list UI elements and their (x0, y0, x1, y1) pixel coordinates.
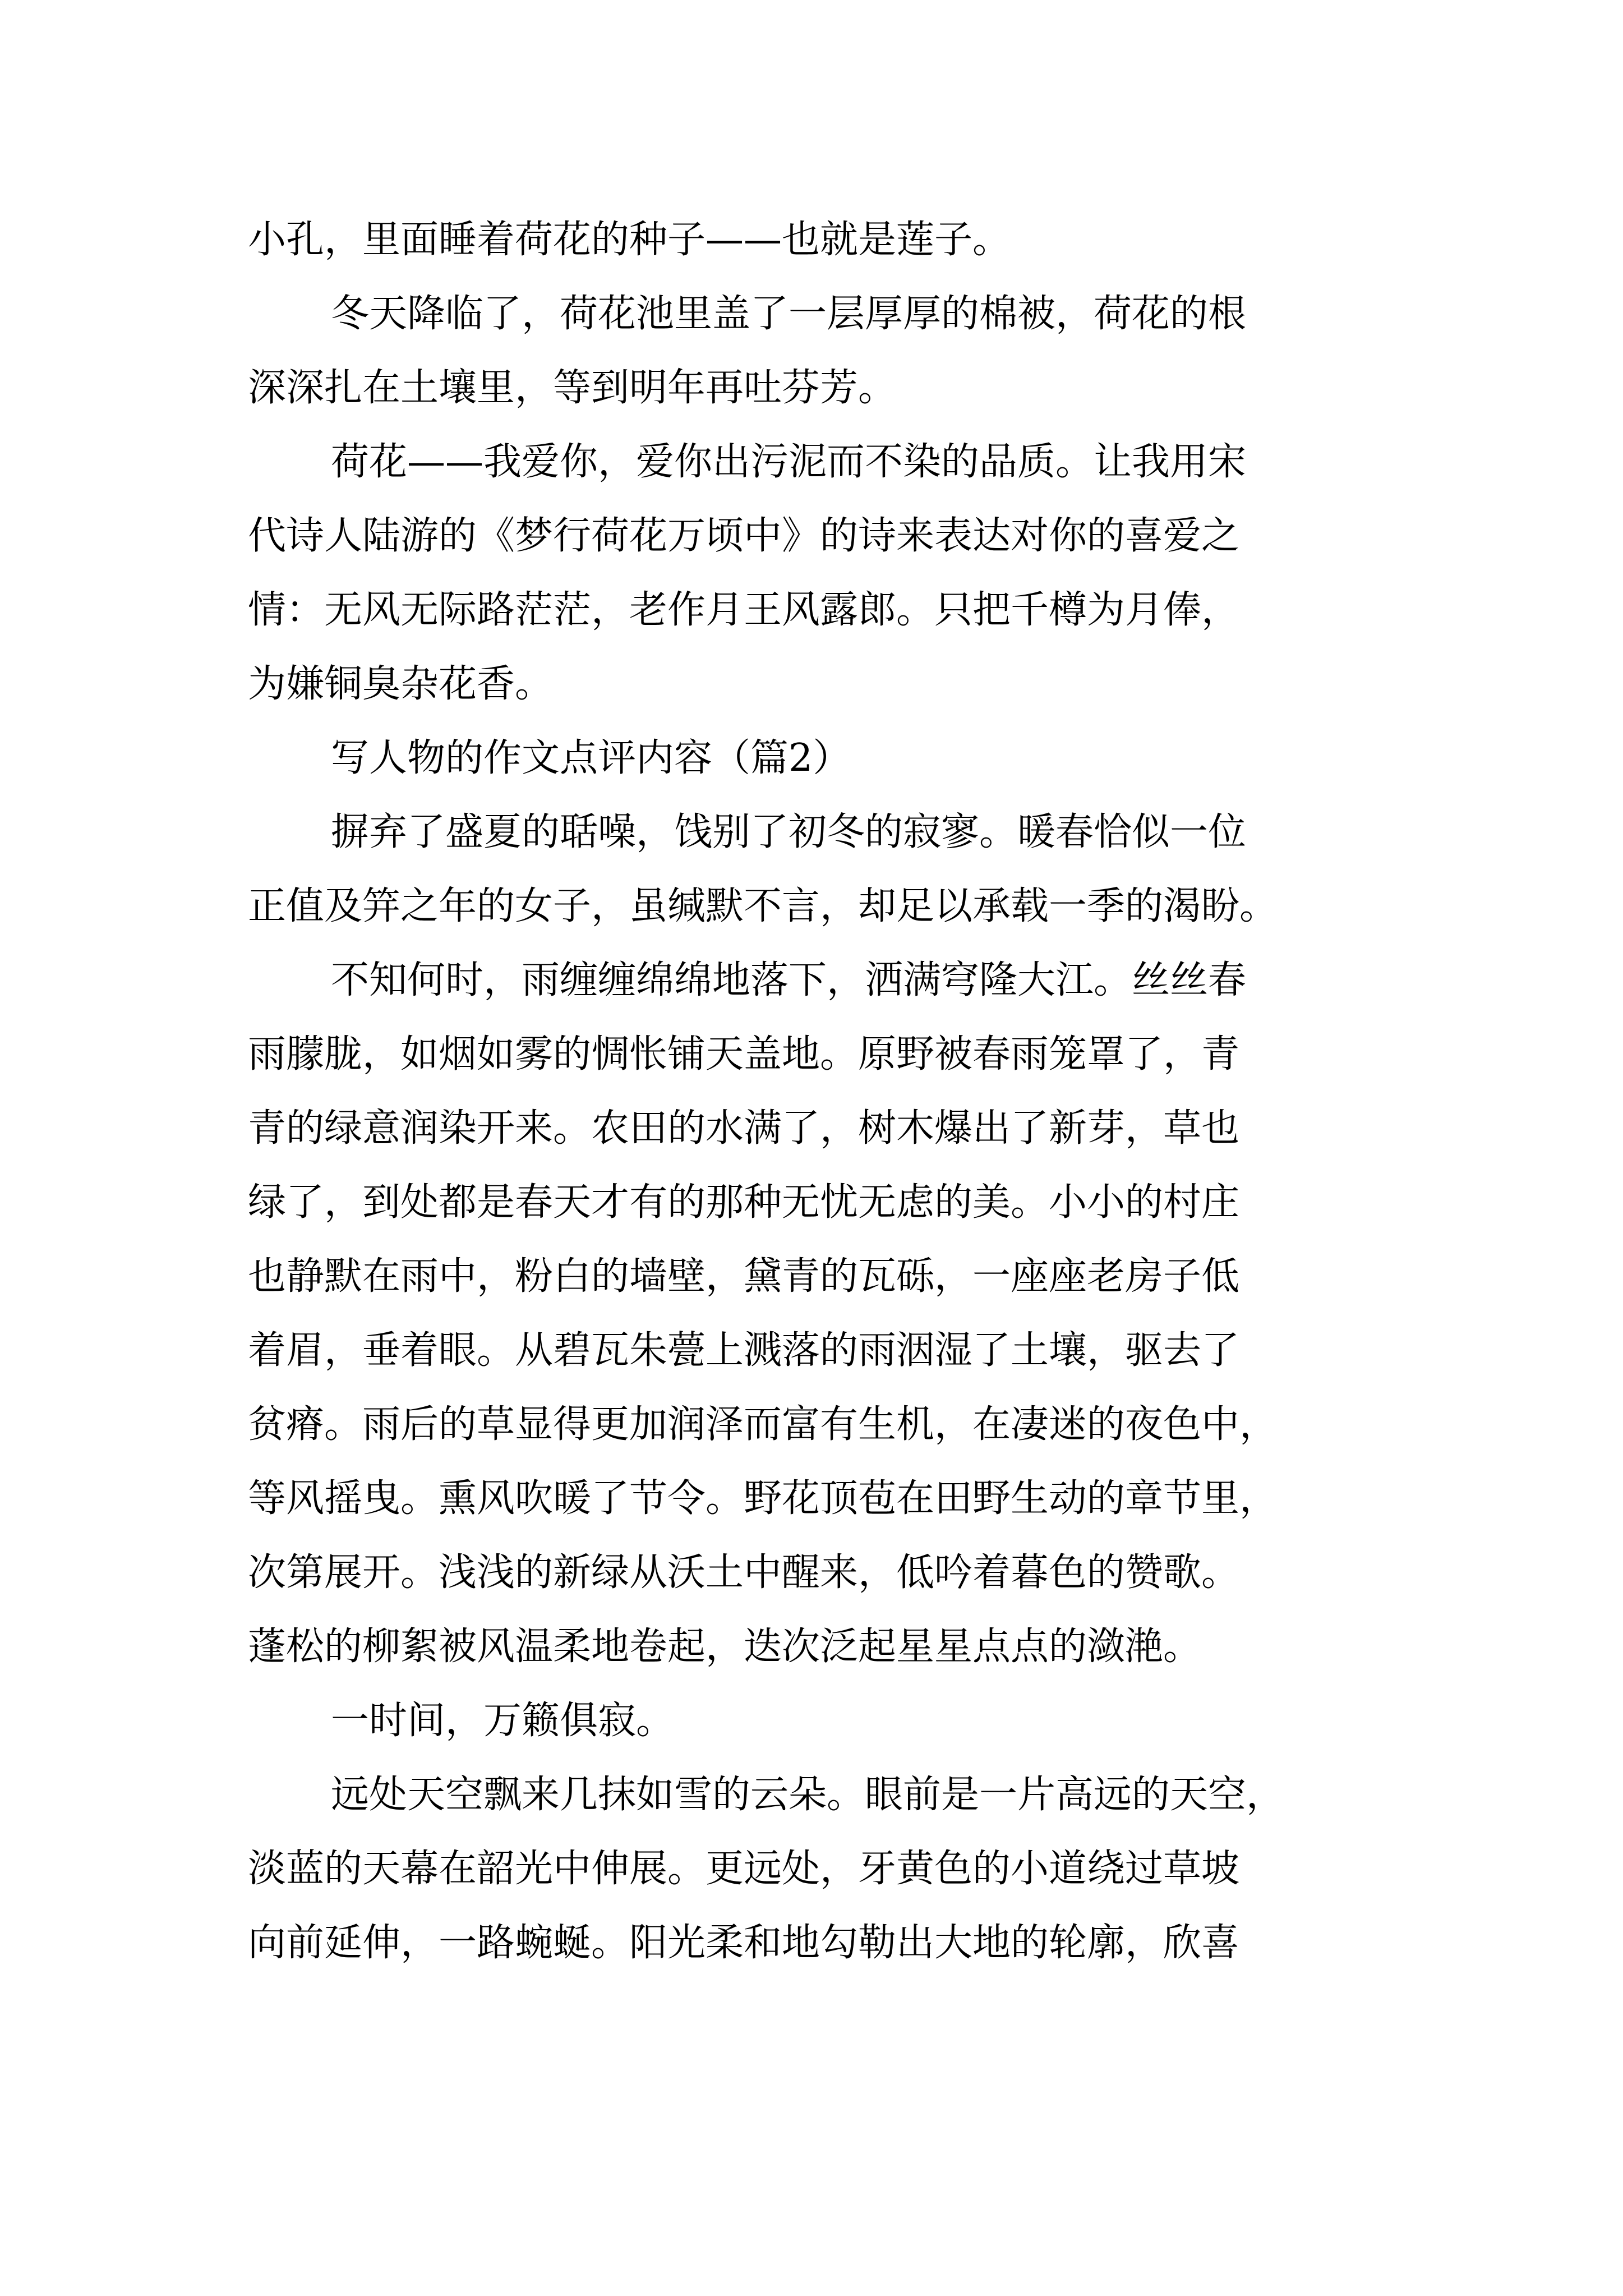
text-line: 等风摇曳。熏风吹暖了节令。野花顶苞在田野生动的章节里， (248, 1476, 1278, 1521)
text-line: 一时间，万籁俱寂。 (331, 1699, 675, 1743)
text-line: 青的绿意润染开来。农田的水满了，树木爆出了新芽，草也 (248, 1106, 1240, 1151)
text-line: 雨朦胧，如烟如雾的惆怅铺天盖地。原野被春雨笼罩了，青 (248, 1032, 1240, 1076)
text-line: 也静默在雨中，粉白的墙壁，黛青的瓦砾，一座座老房子低 (248, 1254, 1240, 1299)
text-line: 蓬松的柳絮被风温柔地卷起，迭次泛起星星点点的潋滟。 (248, 1625, 1202, 1669)
text-line: 为嫌铜臭杂花香。 (248, 662, 554, 706)
section-heading: 写人物的作文点评内容（篇2） (331, 736, 851, 780)
text-line: 远处天空飘来几抹如雪的云朵。眼前是一片高远的天空， (331, 1773, 1285, 1817)
text-line: 绿了，到处都是春天才有的那种无忧无虑的美。小小的村庄 (248, 1180, 1240, 1225)
text-line: 代诗人陆游的《梦行荷花万顷中》的诗来表达对你的喜爱之 (248, 514, 1240, 558)
text-line: 情：无风无际路茫茫，老作月王风露郎。只把千樽为月俸， (248, 588, 1240, 632)
text-line: 深深扎在土壤里，等到明年再吐芬芳。 (248, 366, 897, 410)
text-line: 摒弃了盛夏的聒噪，饯别了初冬的寂寥。暖春恰似一位 (331, 810, 1247, 854)
text-line: 向前延伸，一路蜿蜒。阳光柔和地勾勒出大地的轮廓，欣喜 (248, 1921, 1240, 1965)
text-line: 次第展开。浅浅的新绿从沃土中醒来，低吟着暮色的赞歌。 (248, 1550, 1240, 1595)
text-line: 冬天降临了，荷花池里盖了一层厚厚的棉被，荷花的根 (331, 292, 1247, 336)
text-line: 小孔，里面睡着荷花的种子——也就是莲子。 (248, 218, 1011, 262)
text-line: 不知何时，雨缠缠绵绵地落下，洒满穹隆大江。丝丝春 (331, 958, 1247, 1002)
text-line: 贫瘠。雨后的草显得更加润泽而富有生机，在凄迷的夜色中， (248, 1402, 1278, 1447)
text-line: 荷花——我爱你，爱你出污泥而不染的品质。让我用宋 (331, 440, 1247, 484)
text-line: 着眉，垂着眼。从碧瓦朱甍上溅落的雨洇湿了土壤，驱去了 (248, 1328, 1240, 1373)
text-line: 淡蓝的天幕在韶光中伸展。更远处，牙黄色的小道绕过草坡 (248, 1847, 1240, 1891)
text-line: 正值及笄之年的女子，虽缄默不言，却足以承载一季的渴盼。 (248, 884, 1278, 928)
